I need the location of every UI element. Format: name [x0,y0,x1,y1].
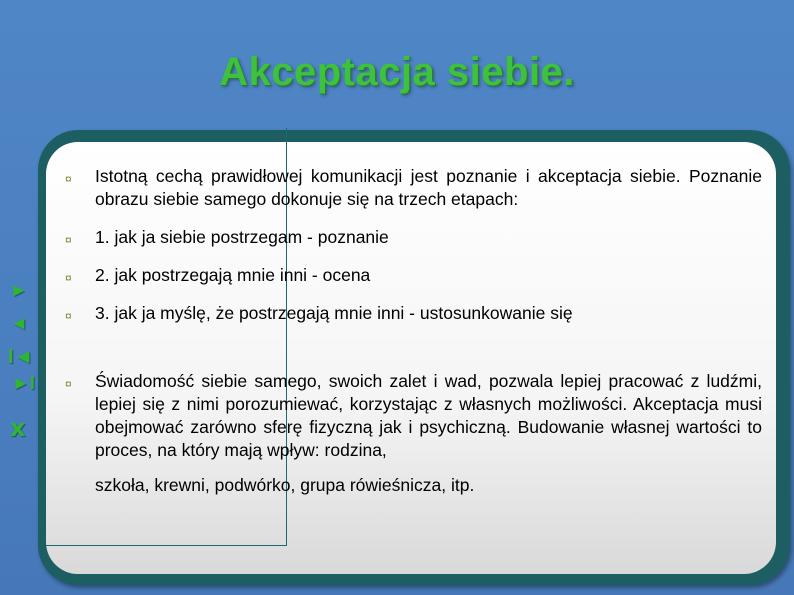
slide-navigation [0,280,40,450]
bullet-icon: ¤ [65,233,72,247]
first-slide-icon[interactable]: I◄ [8,346,34,368]
bullet-text: 2. jak postrzegają mnie inni - ocena [95,265,371,285]
list-item [62,226,762,249]
list-item [62,264,762,287]
list-item [62,302,762,325]
bullet-icon: ¤ [65,271,72,285]
bullet-text: Świadomość siebie samego, swoich zalet i wad, pozwala lepiej pracować z ludźmi, lepiej się z nimi porozumiewać, korzystając z własnych możliwości. Akceptacja musi obejmować zarówno sferę fizyczną jak i psychiczną. Budowanie własnej wartości to proces, na który mają wpływ: rodzina, [95,371,762,460]
bullet-icon: ¤ [65,309,72,323]
bullet-text: Istotną cechą prawidłowej komunikacji jest poznanie i akceptacja siebie. Poznanie obrazu siebie samego dokonuje się na trzech etapach: [95,166,762,209]
bullet-continuation [62,474,762,497]
list-item [62,165,762,211]
bullet-icon: ¤ [65,172,72,186]
previous-slide-icon[interactable]: ◄ [10,313,28,333]
exit-icon[interactable]: x [10,414,26,442]
list-item [62,370,762,462]
continuation-text: szkoła, krewni, podwórko, grupa rówieśnicza, itp. [95,475,475,495]
bullet-text: 3. jak ja myślę, że postrzegają mnie inni - ustosunkowanie się [95,303,573,323]
slide-title: Akceptacja siebie. [219,50,575,94]
bullet-list [62,165,762,497]
decorative-horizontal-line [46,545,287,546]
bullet-text: 1. jak ja siebie postrzegam - poznanie [95,227,389,247]
next-slide-icon[interactable]: ► [10,280,28,300]
bullet-icon: ¤ [65,377,72,391]
last-slide-icon[interactable]: ►I [12,373,35,393]
